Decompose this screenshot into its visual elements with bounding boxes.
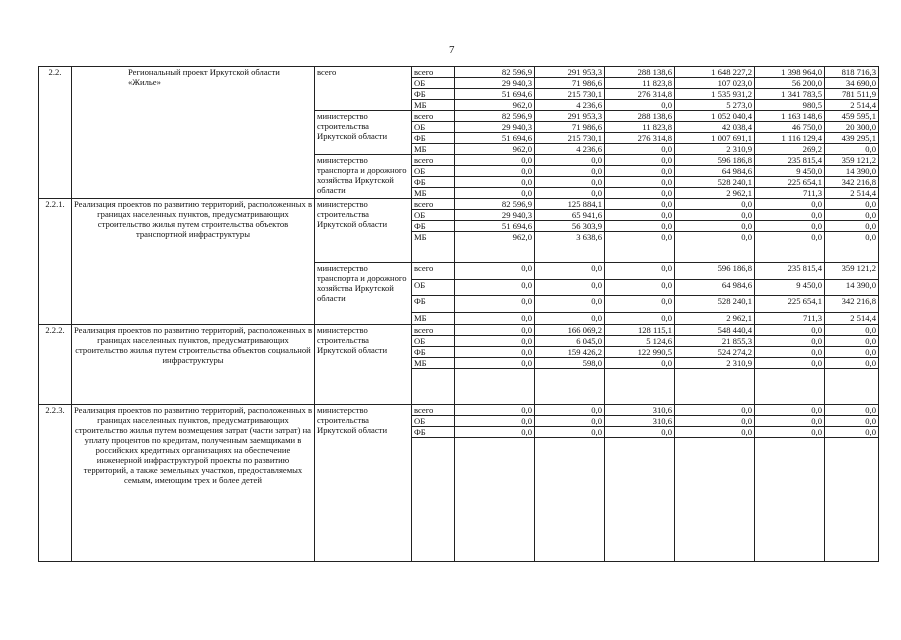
amount-cell: 0,0	[605, 313, 675, 325]
funding-source: МБ	[412, 232, 455, 263]
funding-source: ОБ	[412, 336, 455, 347]
amount-cell: 459 595,1	[825, 111, 879, 122]
amount-cell: 0,0	[605, 263, 675, 280]
empty-cell	[675, 438, 755, 562]
amount-cell: 51 694,6	[455, 133, 535, 144]
amount-cell: 5 124,6	[605, 336, 675, 347]
amount-cell: 20 300,0	[825, 122, 879, 133]
amount-cell: 2 514,4	[825, 313, 879, 325]
amount-cell: 215 730,1	[535, 89, 605, 100]
amount-cell: 0,0	[675, 232, 755, 263]
amount-cell: 0,0	[825, 144, 879, 155]
amount-cell: 0,0	[755, 416, 825, 427]
amount-cell: 0,0	[535, 280, 605, 296]
amount-cell: 0,0	[455, 405, 535, 416]
amount-cell: 0,0	[825, 210, 879, 221]
amount-cell: 42 038,4	[675, 122, 755, 133]
amount-cell: 2 962,1	[675, 313, 755, 325]
amount-cell: 0,0	[455, 155, 535, 166]
empty-cell	[755, 369, 825, 405]
amount-cell: 56 303,9	[535, 221, 605, 232]
amount-cell: 276 314,8	[605, 133, 675, 144]
amount-cell: 781 511,9	[825, 89, 879, 100]
amount-cell: 524 274,2	[675, 347, 755, 358]
amount-cell: 291 953,3	[535, 111, 605, 122]
amount-cell: 711,3	[755, 188, 825, 199]
amount-cell: 0,0	[605, 232, 675, 263]
amount-cell: 34 690,0	[825, 78, 879, 89]
section-number: 2.2.3.	[39, 405, 72, 562]
amount-cell: 0,0	[455, 427, 535, 438]
amount-cell: 65 941,6	[535, 210, 605, 221]
amount-cell: 0,0	[455, 336, 535, 347]
amount-cell: 0,0	[605, 199, 675, 210]
funding-source: всего	[412, 155, 455, 166]
amount-cell: 0,0	[675, 416, 755, 427]
amount-cell: 1 341 783,5	[755, 89, 825, 100]
amount-cell: 56 200,0	[755, 78, 825, 89]
section-number: 2.2.2.	[39, 325, 72, 405]
amount-cell: 82 596,9	[455, 199, 535, 210]
amount-cell: 11 823,8	[605, 122, 675, 133]
funding-source: МБ	[412, 188, 455, 199]
amount-cell: 107 023,0	[675, 78, 755, 89]
amount-cell: 0,0	[455, 166, 535, 177]
amount-cell: 980,5	[755, 100, 825, 111]
amount-cell: 0,0	[605, 210, 675, 221]
section-number: 2.2.	[39, 67, 72, 199]
funding-source: ОБ	[412, 280, 455, 296]
funding-source: всего	[412, 263, 455, 280]
empty-cell	[535, 438, 605, 562]
funding-source: ФБ	[412, 296, 455, 313]
amount-cell: 0,0	[825, 221, 879, 232]
amount-cell: 0,0	[825, 325, 879, 336]
amount-cell: 0,0	[605, 358, 675, 369]
amount-cell: 0,0	[675, 199, 755, 210]
amount-cell: 0,0	[605, 100, 675, 111]
funding-source: всего	[412, 199, 455, 210]
amount-cell: 159 426,2	[535, 347, 605, 358]
amount-cell: 310,6	[605, 416, 675, 427]
table-row	[39, 405, 879, 416]
amount-cell: 2 310,9	[675, 358, 755, 369]
amount-cell: 0,0	[535, 405, 605, 416]
amount-cell: 2 514,4	[825, 100, 879, 111]
amount-cell: 0,0	[455, 347, 535, 358]
amount-cell: 1 163 148,6	[755, 111, 825, 122]
amount-cell: 0,0	[455, 296, 535, 313]
amount-cell: 1 648 227,2	[675, 67, 755, 78]
executor-name: всего	[315, 67, 412, 111]
amount-cell: 0,0	[535, 166, 605, 177]
amount-cell: 0,0	[605, 166, 675, 177]
amount-cell: 235 815,4	[755, 263, 825, 280]
funding-source: всего	[412, 111, 455, 122]
amount-cell: 51 694,6	[455, 89, 535, 100]
amount-cell: 1 007 691,1	[675, 133, 755, 144]
funding-source: всего	[412, 325, 455, 336]
amount-cell: 1 398 964,0	[755, 67, 825, 78]
amount-cell: 0,0	[535, 155, 605, 166]
amount-cell: 818 716,3	[825, 67, 879, 78]
funding-source: ФБ	[412, 427, 455, 438]
amount-cell: 0,0	[605, 155, 675, 166]
funding-source: ФБ	[412, 221, 455, 232]
funding-source: ФБ	[412, 89, 455, 100]
amount-cell: 9 450,0	[755, 280, 825, 296]
section-name: Реализация проектов по развитию территорий, расположенных в границах населенных пунктов, предусматривающих строительство жилья путем возмещения затрат (части затрат) на уплату процентов по кредитам, полученным заемщиками в российских кредитных организациях на обеспечение инженерной инфраструктурой проекты по развитию территорий, а также земельных участков, предоставляемых семьям, имеющим трех и более детей	[72, 405, 315, 562]
amount-cell: 0,0	[455, 313, 535, 325]
empty-cell	[605, 438, 675, 562]
amount-cell: 0,0	[455, 177, 535, 188]
amount-cell: 0,0	[825, 427, 879, 438]
amount-cell: 0,0	[755, 232, 825, 263]
amount-cell: 2 962,1	[675, 188, 755, 199]
table-row	[39, 199, 879, 210]
amount-cell: 4 236,6	[535, 144, 605, 155]
amount-cell: 0,0	[605, 221, 675, 232]
table-row	[39, 67, 879, 78]
amount-cell: 0,0	[535, 416, 605, 427]
funding-source: ФБ	[412, 347, 455, 358]
amount-cell: 269,2	[755, 144, 825, 155]
executor-name: министерство транспорта и дорожного хозяйства Иркутской области	[315, 155, 412, 199]
amount-cell: 548 440,4	[675, 325, 755, 336]
amount-cell: 11 823,8	[605, 78, 675, 89]
amount-cell: 0,0	[535, 296, 605, 313]
amount-cell: 0,0	[675, 405, 755, 416]
amount-cell: 0,0	[455, 358, 535, 369]
amount-cell: 1 535 931,2	[675, 89, 755, 100]
amount-cell: 528 240,1	[675, 296, 755, 313]
amount-cell: 342 216,8	[825, 177, 879, 188]
amount-cell: 962,0	[455, 232, 535, 263]
empty-cell	[412, 438, 455, 562]
executor-name: министерство строительства Иркутской области	[315, 325, 412, 405]
amount-cell: 439 295,1	[825, 133, 879, 144]
funding-source: всего	[412, 405, 455, 416]
amount-cell: 0,0	[535, 188, 605, 199]
amount-cell: 71 986,6	[535, 122, 605, 133]
amount-cell: 21 855,3	[675, 336, 755, 347]
funding-source: ОБ	[412, 416, 455, 427]
amount-cell: 0,0	[535, 313, 605, 325]
section-number: 2.2.1.	[39, 199, 72, 325]
amount-cell: 166 069,2	[535, 325, 605, 336]
amount-cell: 0,0	[455, 188, 535, 199]
amount-cell: 711,3	[755, 313, 825, 325]
amount-cell: 51 694,6	[455, 221, 535, 232]
empty-cell	[825, 438, 879, 562]
amount-cell: 122 990,5	[605, 347, 675, 358]
amount-cell: 2 514,4	[825, 188, 879, 199]
amount-cell: 0,0	[755, 427, 825, 438]
amount-cell: 0,0	[605, 427, 675, 438]
amount-cell: 596 186,8	[675, 263, 755, 280]
amount-cell: 4 236,6	[535, 100, 605, 111]
amount-cell: 0,0	[535, 177, 605, 188]
amount-cell: 64 984,6	[675, 166, 755, 177]
amount-cell: 125 884,1	[535, 199, 605, 210]
empty-cell	[605, 369, 675, 405]
funding-source: МБ	[412, 313, 455, 325]
funding-source: ФБ	[412, 133, 455, 144]
table-row	[39, 325, 879, 336]
amount-cell: 46 750,0	[755, 122, 825, 133]
amount-cell: 359 121,2	[825, 155, 879, 166]
amount-cell: 288 138,6	[605, 67, 675, 78]
amount-cell: 0,0	[535, 427, 605, 438]
amount-cell: 29 940,3	[455, 210, 535, 221]
amount-cell: 29 940,3	[455, 78, 535, 89]
empty-cell	[755, 438, 825, 562]
amount-cell: 0,0	[825, 347, 879, 358]
amount-cell: 64 984,6	[675, 280, 755, 296]
amount-cell: 0,0	[825, 199, 879, 210]
amount-cell: 288 138,6	[605, 111, 675, 122]
amount-cell: 0,0	[605, 280, 675, 296]
amount-cell: 0,0	[605, 296, 675, 313]
amount-cell: 0,0	[455, 325, 535, 336]
amount-cell: 291 953,3	[535, 67, 605, 78]
amount-cell: 962,0	[455, 100, 535, 111]
amount-cell: 0,0	[755, 199, 825, 210]
amount-cell: 1 052 040,4	[675, 111, 755, 122]
funding-source: МБ	[412, 100, 455, 111]
amount-cell: 0,0	[605, 188, 675, 199]
empty-cell	[675, 369, 755, 405]
amount-cell: 6 045,0	[535, 336, 605, 347]
empty-cell	[535, 369, 605, 405]
amount-cell: 29 940,3	[455, 122, 535, 133]
funding-source: МБ	[412, 144, 455, 155]
section-name: Реализация проектов по развитию территорий, расположенных в границах населенных пунктов, предусматривающих строительство жилья путем строительства объектов социальной инфраструктуры	[72, 325, 315, 405]
funding-source: ОБ	[412, 78, 455, 89]
amount-cell: 9 450,0	[755, 166, 825, 177]
amount-cell: 82 596,9	[455, 111, 535, 122]
amount-cell: 5 273,0	[675, 100, 755, 111]
amount-cell: 225 654,1	[755, 296, 825, 313]
amount-cell: 0,0	[675, 427, 755, 438]
amount-cell: 598,0	[535, 358, 605, 369]
amount-cell: 3 638,6	[535, 232, 605, 263]
amount-cell: 235 815,4	[755, 155, 825, 166]
funding-table	[38, 66, 879, 562]
amount-cell: 0,0	[755, 336, 825, 347]
funding-source: ФБ	[412, 177, 455, 188]
amount-cell: 14 390,0	[825, 280, 879, 296]
executor-name: министерство строительства Иркутской области	[315, 111, 412, 155]
funding-source: ОБ	[412, 122, 455, 133]
amount-cell: 0,0	[455, 263, 535, 280]
amount-cell: 128 115,1	[605, 325, 675, 336]
empty-cell	[455, 438, 535, 562]
amount-cell: 596 186,8	[675, 155, 755, 166]
section-name: Реализация проектов по развитию территорий, расположенных в границах населенных пунктов, предусматривающих строительство жилья путем строительства объектов транспортной инфраструктуры	[72, 199, 315, 325]
amount-cell: 0,0	[825, 358, 879, 369]
amount-cell: 0,0	[755, 358, 825, 369]
amount-cell: 0,0	[605, 177, 675, 188]
amount-cell: 0,0	[825, 405, 879, 416]
amount-cell: 0,0	[605, 144, 675, 155]
amount-cell: 0,0	[755, 347, 825, 358]
amount-cell: 71 986,6	[535, 78, 605, 89]
amount-cell: 2 310,9	[675, 144, 755, 155]
amount-cell: 82 596,9	[455, 67, 535, 78]
funding-source: МБ	[412, 358, 455, 369]
funding-source: всего	[412, 67, 455, 78]
amount-cell: 0,0	[825, 336, 879, 347]
executor-name: министерство строительства Иркутской области	[315, 199, 412, 263]
amount-cell: 359 121,2	[825, 263, 879, 280]
empty-cell	[455, 369, 535, 405]
amount-cell: 0,0	[455, 280, 535, 296]
empty-cell	[825, 369, 879, 405]
amount-cell: 342 216,8	[825, 296, 879, 313]
amount-cell: 0,0	[755, 210, 825, 221]
executor-name: министерство транспорта и дорожного хозяйства Иркутской области	[315, 263, 412, 325]
amount-cell: 528 240,1	[675, 177, 755, 188]
amount-cell: 14 390,0	[825, 166, 879, 177]
funding-source: ОБ	[412, 166, 455, 177]
amount-cell: 225 654,1	[755, 177, 825, 188]
amount-cell: 276 314,8	[605, 89, 675, 100]
amount-cell: 962,0	[455, 144, 535, 155]
amount-cell: 0,0	[755, 405, 825, 416]
amount-cell: 0,0	[675, 221, 755, 232]
page-number: 7	[449, 44, 455, 56]
amount-cell: 0,0	[755, 221, 825, 232]
section-name: Региональный проект Иркутской области «Жилье»	[72, 67, 315, 199]
amount-cell: 0,0	[455, 416, 535, 427]
executor-name: министерство строительства Иркутской области	[315, 405, 412, 562]
amount-cell: 215 730,1	[535, 133, 605, 144]
amount-cell: 0,0	[825, 416, 879, 427]
amount-cell: 0,0	[755, 325, 825, 336]
amount-cell: 310,6	[605, 405, 675, 416]
empty-cell	[412, 369, 455, 405]
amount-cell: 0,0	[825, 232, 879, 263]
amount-cell: 0,0	[675, 210, 755, 221]
amount-cell: 0,0	[535, 263, 605, 280]
amount-cell: 1 116 129,4	[755, 133, 825, 144]
funding-source: ОБ	[412, 210, 455, 221]
